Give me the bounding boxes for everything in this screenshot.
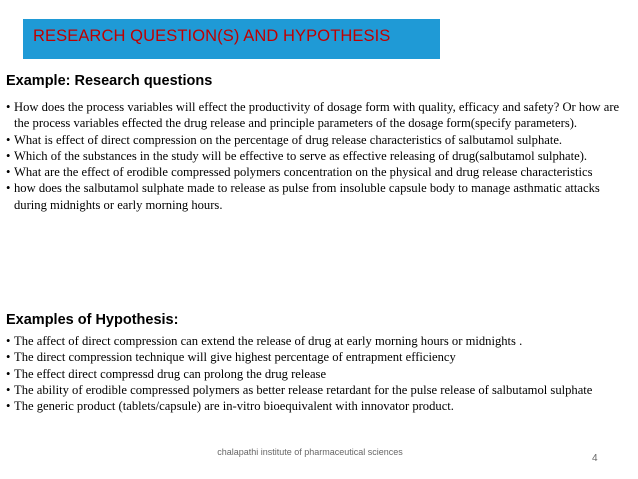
list-item: • What is effect of direct compression on the percentage of drug release characteristics of salbutamol sulphate.: [6, 132, 632, 148]
list-item: • The direct compression technique will give highest percentage of entrapment efficiency: [6, 349, 632, 365]
page-number: 4: [592, 453, 598, 464]
list-item: • The affect of direct compression can extend the release of drug at early morning hours or midnights .: [6, 333, 632, 349]
research-questions-list: [6, 99, 632, 213]
list-item: • The effect direct compressd drug can prolong the drug release: [6, 366, 632, 382]
title-banner: [23, 19, 440, 59]
list-item: • What are the effect of erodible compressed polymers concentration on the physical and drug release characteristics: [6, 164, 632, 180]
slide-title: RESEARCH QUESTION(S) AND HYPOTHESIS: [33, 27, 391, 45]
list-item: • how does the salbutamol sulphate made to release as pulse from insoluble capsule body to manage asthmatic attacks during midnights or early morning hours.: [6, 180, 632, 213]
list-item: • The ability of erodible compressed polymers as better release retardant for the pulse release of salbutamol sulphate: [6, 382, 632, 398]
hypothesis-list: [6, 333, 632, 414]
hypothesis-heading: Examples of Hypothesis:: [6, 312, 179, 328]
list-item: • Which of the substances in the study will be effective to serve as effective releasing of drug(salbutamol sulphate).: [6, 148, 632, 164]
footer-institute: chalapathi institute of pharmaceutical sciences: [217, 447, 403, 457]
list-item: • How does the process variables will effect the productivity of dosage form with quality, efficacy and safety? Or how are the process variables effected the drug release and principle parameters of the dosage form(specify parameters).: [6, 99, 632, 132]
list-item: • The generic product (tablets/capsule) are in-vitro bioequivalent with innovator product.: [6, 398, 632, 414]
research-questions-heading: Example: Research questions: [6, 73, 213, 89]
